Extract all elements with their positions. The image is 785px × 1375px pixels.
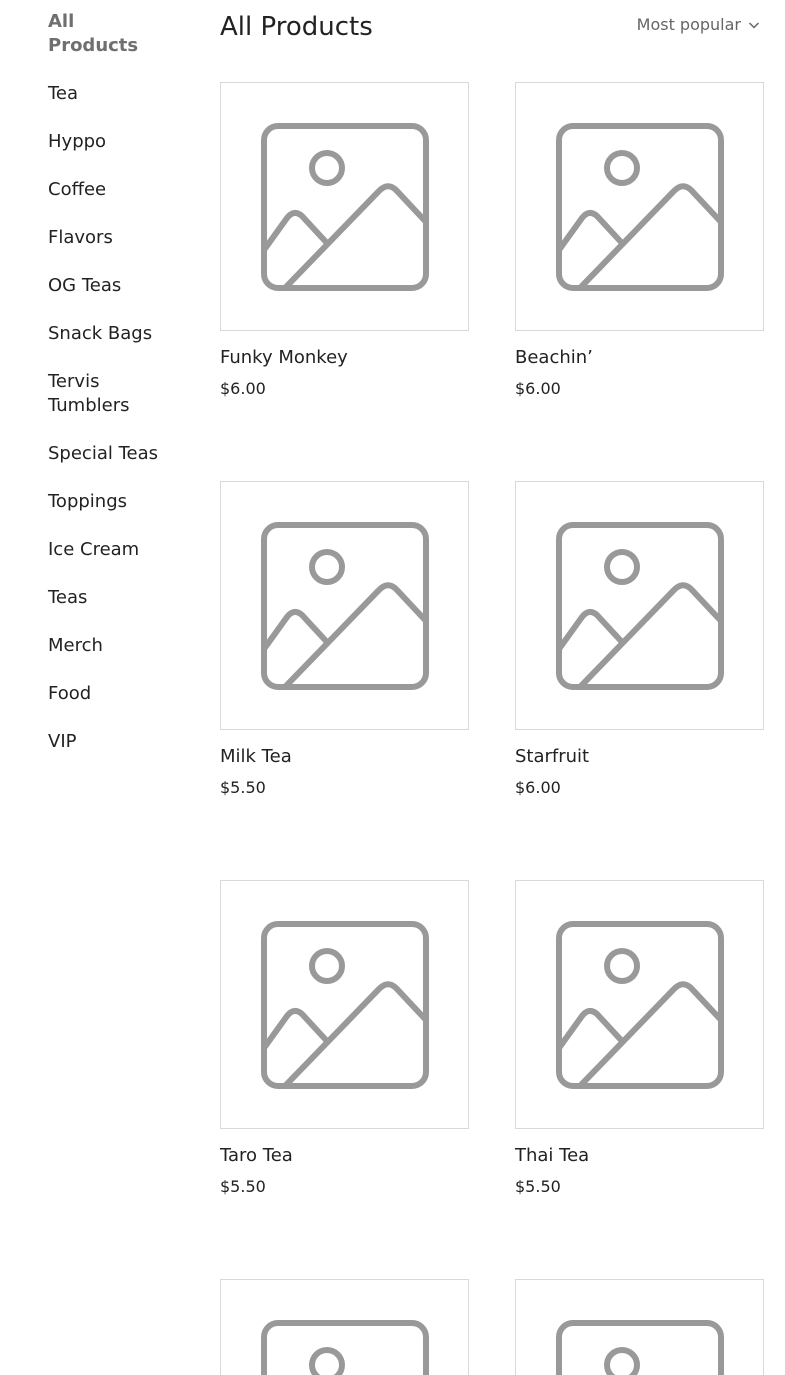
product-price: $5.50 — [515, 1177, 561, 1196]
sidebar-item-merch[interactable]: Merch — [48, 635, 103, 656]
sidebar-item-vip[interactable]: VIP — [48, 731, 77, 752]
sidebar-item-snack-bags[interactable]: Snack Bags — [48, 323, 153, 344]
image-placeholder-icon — [555, 1319, 725, 1375]
product-image[interactable] — [220, 1279, 469, 1375]
product-card[interactable] — [515, 880, 763, 1196]
image-placeholder-icon — [260, 1319, 430, 1375]
page-title: All Products — [220, 12, 373, 42]
sidebar-item-toppings[interactable]: Toppings — [48, 491, 128, 512]
product-image[interactable] — [220, 82, 469, 331]
product-card[interactable] — [220, 82, 469, 398]
image-placeholder-icon — [260, 920, 430, 1090]
product-card[interactable] — [220, 880, 469, 1196]
product-price: $5.50 — [220, 1177, 266, 1196]
sidebar-item-tea[interactable]: Tea — [48, 83, 79, 104]
image-placeholder-icon — [555, 521, 725, 691]
product-price: $6.00 — [515, 379, 561, 398]
image-placeholder-icon — [555, 920, 725, 1090]
product-name[interactable]: Taro Tea — [220, 1145, 293, 1166]
sidebar-item-ice-cream[interactable]: Ice Cream — [48, 539, 140, 560]
category-sidebar — [48, 10, 168, 778]
product-name[interactable]: Beachin’ — [515, 347, 593, 368]
sidebar-item-tervis-tumblers[interactable]: Tervis Tumblers — [48, 371, 130, 416]
sidebar-item-flavors[interactable]: Flavors — [48, 227, 113, 248]
product-name[interactable]: Thai Tea — [515, 1145, 590, 1166]
product-image[interactable] — [515, 82, 764, 331]
sidebar-item-hyppo[interactable]: Hyppo — [48, 131, 107, 152]
product-grid — [220, 82, 763, 1375]
product-name[interactable]: Starfruit — [515, 746, 590, 767]
image-placeholder-icon — [260, 521, 430, 691]
sidebar-item-special-teas[interactable]: Special Teas — [48, 443, 158, 464]
sidebar-item-coffee[interactable]: Coffee — [48, 179, 107, 200]
sidebar-item-teas[interactable]: Teas — [48, 587, 88, 608]
product-card[interactable] — [515, 82, 763, 398]
sidebar-item-food[interactable]: Food — [48, 683, 92, 704]
product-card[interactable] — [515, 1279, 763, 1375]
sort-dropdown-label: Most popular — [636, 15, 741, 34]
sidebar-item-all-products[interactable]: All Products — [48, 11, 139, 56]
product-price: $5.50 — [220, 778, 266, 797]
image-placeholder-icon — [555, 122, 725, 292]
product-card[interactable] — [220, 1279, 469, 1375]
product-card[interactable] — [515, 481, 763, 797]
product-image[interactable] — [515, 1279, 764, 1375]
image-placeholder-icon — [260, 122, 430, 292]
product-image[interactable] — [220, 880, 469, 1129]
chevron-down-icon — [747, 18, 761, 32]
sidebar-item-og-teas[interactable]: OG Teas — [48, 275, 122, 296]
product-card[interactable] — [220, 481, 469, 797]
product-name[interactable]: Funky Monkey — [220, 347, 348, 368]
sort-dropdown[interactable] — [637, 13, 761, 37]
product-price: $6.00 — [515, 778, 561, 797]
product-price: $6.00 — [220, 379, 266, 398]
product-image[interactable] — [220, 481, 469, 730]
product-image[interactable] — [515, 880, 764, 1129]
product-name[interactable]: Milk Tea — [220, 746, 292, 767]
product-image[interactable] — [515, 481, 764, 730]
